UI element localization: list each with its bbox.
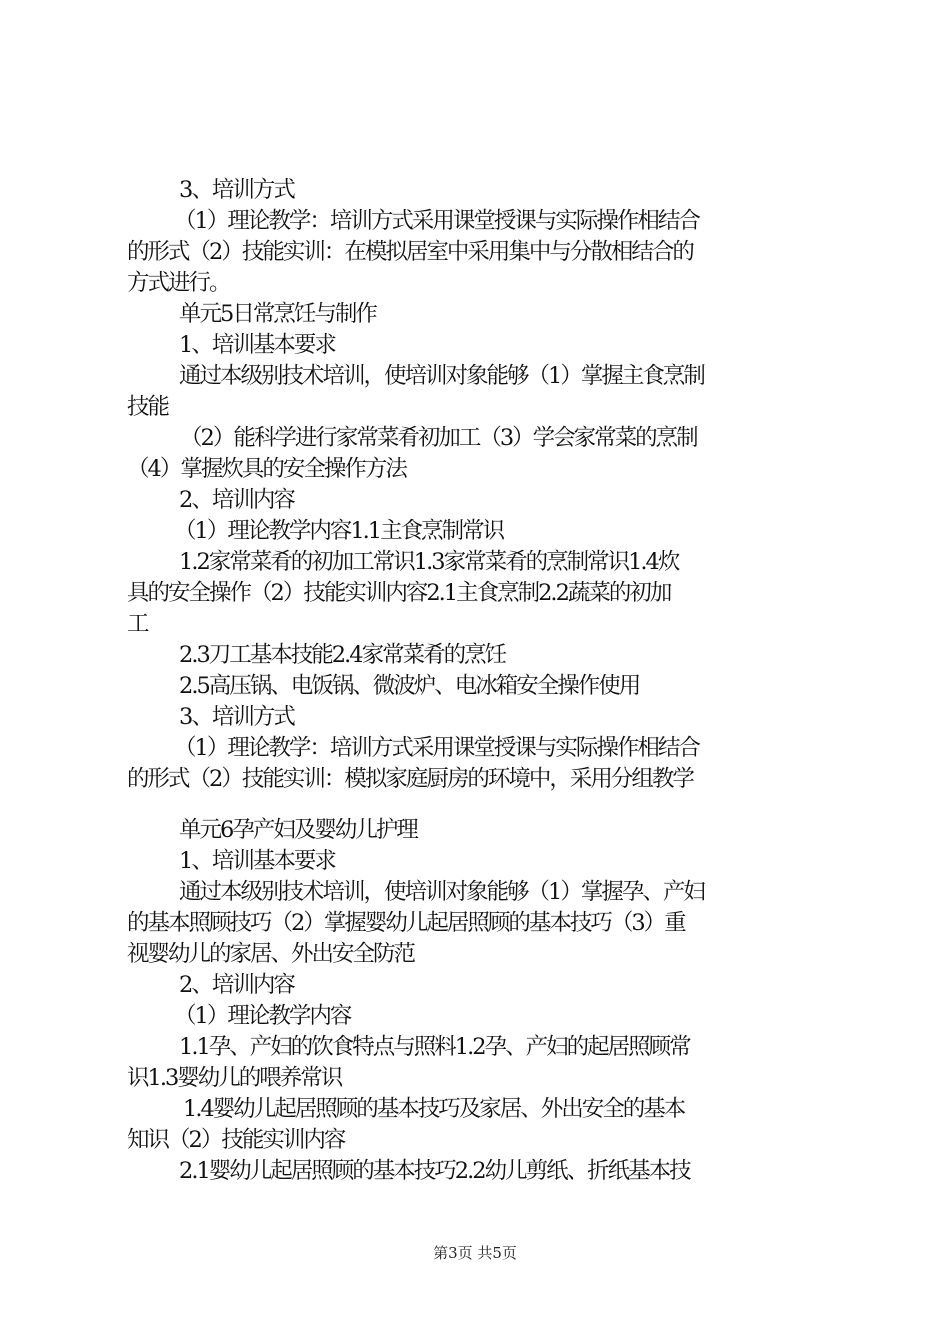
unit-title: 单元5日常烹饪与制作 xyxy=(179,301,376,327)
page-footer: 第3页 共5页 xyxy=(433,1244,517,1262)
paragraph-line: 识1.3婴幼儿的喂养常识 xyxy=(127,1065,342,1091)
paragraph-line: 1.2家常菜肴的初加工常识1.3家常菜肴的烹制常识1.4炊 xyxy=(179,549,679,575)
paragraph-line: （2）能科学进行家常菜肴初加工（3）学会家常菜的烹制 xyxy=(180,425,697,451)
section-heading: 2、培训内容 xyxy=(179,487,294,513)
paragraph-line: 具的安全操作（2）技能实训内容2.1主食烹制2.2蔬菜的初加 xyxy=(127,580,671,606)
paragraph-line: （1）理论教学：培训方式采用课堂授课与实际操作相结合 xyxy=(174,735,699,761)
paragraph-line: （4）掌握炊具的安全操作方法 xyxy=(127,456,406,482)
paragraph-line: 1.1孕、产妇的饮食特点与照料1.2孕、产妇的起居照顾常 xyxy=(179,1034,690,1060)
paragraph-line: 工 xyxy=(127,611,148,637)
section-heading: 3、培训方式 xyxy=(179,704,294,730)
section-heading: 3、培训方式 xyxy=(179,177,294,203)
section-heading: 1、培训基本要求 xyxy=(179,848,335,874)
paragraph-line: 2.1婴幼儿起居照顾的基本技巧2.2幼儿剪纸、折纸基本技 xyxy=(179,1158,690,1184)
paragraph-line: 的形式（2）技能实训：在模拟居室中采用集中与分散相结合的 xyxy=(127,239,693,265)
paragraph-line: 技能 xyxy=(127,394,169,420)
paragraph-line: （1）理论教学内容1.1主食烹制常识 xyxy=(174,518,504,544)
paragraph-line: 2.3刀工基本技能2.4家常菜肴的烹饪 xyxy=(179,642,506,668)
section-heading: 2、培训内容 xyxy=(179,972,294,998)
paragraph-line: 1.4婴幼儿起居照顾的基本技巧及家居、外出安全的基本 xyxy=(183,1096,685,1122)
paragraph-line: 的基本照顾技巧（2）掌握婴幼儿起居照顾的基本技巧（3）重 xyxy=(127,910,685,936)
section-heading: 1、培训基本要求 xyxy=(179,332,335,358)
paragraph-line: 通过本级别技术培训，使培训对象能够（1）掌握主食烹制 xyxy=(179,363,704,389)
paragraph-line: 的形式（2）技能实训：模拟家庭厨房的环境中，采用分组教学 xyxy=(127,766,693,792)
paragraph-line: 2.5高压锅、电饭锅、微波炉、电冰箱安全操作使用 xyxy=(179,673,640,699)
paragraph-line: 方式进行。 xyxy=(127,270,230,296)
paragraph-line: 视婴幼儿的家居、外出安全防范 xyxy=(127,941,415,967)
paragraph-line: 通过本级别技术培训，使培训对象能够（1）掌握孕、产妇 xyxy=(179,879,704,905)
unit-title: 单元6孕产妇及婴幼儿护理 xyxy=(179,817,417,843)
paragraph-line: 知识（2）技能实训内容 xyxy=(127,1127,345,1153)
paragraph-line: （1）理论教学内容 xyxy=(174,1003,351,1029)
paragraph-line: （1）理论教学：培训方式采用课堂授课与实际操作相结合 xyxy=(174,208,699,234)
